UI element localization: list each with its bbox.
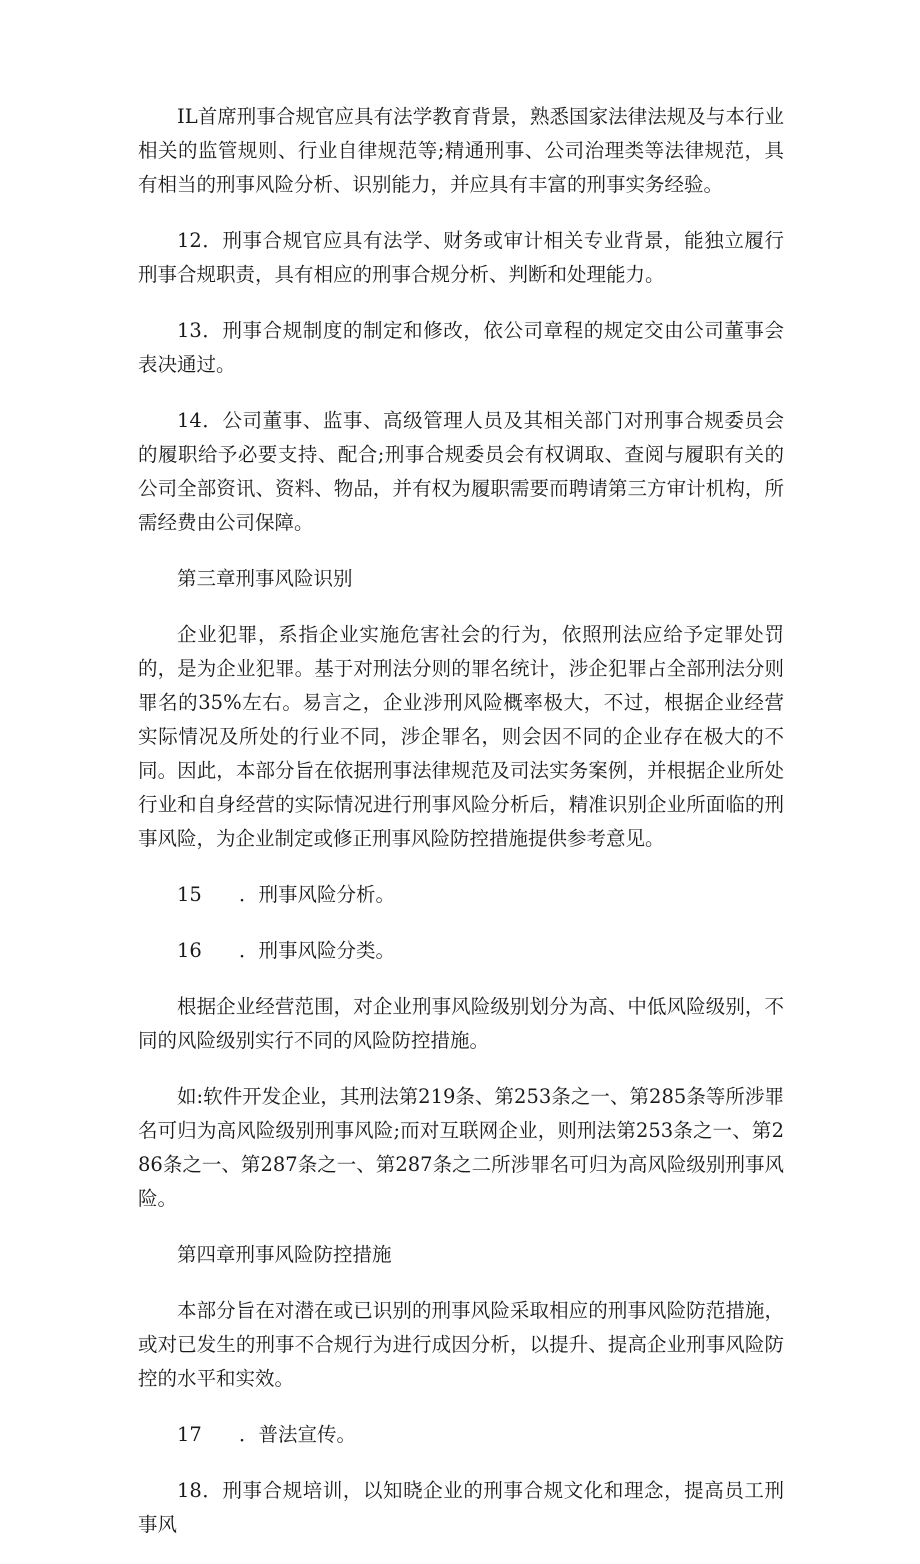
item-15-text: ．刑事风险分析。 (239, 883, 396, 906)
paragraph-11: IL首席刑事合规官应具有法学教育背景，熟悉国家法律法规及与本行业相关的监管规则、行业自律规范等;精通刑事、公司治理类等法律规范，具有相当的刑事风险分析、识别能力，并应具有丰富的刑事实务经验。 (138, 105, 784, 196)
item-17-text: ．普法宣传。 (239, 1423, 357, 1446)
item-15-number: 15 (177, 883, 202, 906)
paragraph-18: 18．刑事合规培训，以知晓企业的刑事合规文化和理念，提高员工刑事风 (138, 1479, 784, 1536)
paragraph-enterprise-crime: 企业犯罪，系指企业实施危害社会的行为，依照刑法应给予定罪处罚的，是为企业犯罪。基于对刑法分则的罪名统计，涉企犯罪占全部刑法分则罪名的35%左右。易言之，企业涉刑风险概率极大，不过，根据企业经营实际情况及所处的行业不同，涉企罪名，则会因不同的企业存在极大的不同。因此，本部分旨在依据刑事法律规范及司法实务案例，并根据企业所处行业和自身经营的实际情况进行刑事风险分析后，精准识别企业所面临的刑事风险，为企业制定或修正刑事风险防控措施提供参考意见。 (138, 623, 784, 850)
item-17 (138, 1418, 784, 1452)
paragraph-13: 13．刑事合规制度的制定和修改，依公司章程的规定交由公司董事会表决通过。 (138, 319, 784, 376)
paragraph-example: 如:软件开发企业，其刑法第219条、第253条之一、第285条等所涉罪名可归为高风险级别刑事风险;而对互联网企业，则刑法第253条之一、第286条之一、第287条之一、第287条之二所涉罪名可归为高风险级别刑事风险。 (138, 1085, 784, 1210)
item-16-text: ．刑事风险分类。 (239, 939, 396, 962)
paragraph-risk-grade: 根据企业经营范围，对企业刑事风险级别划分为高、中低风险级别，不同的风险级别实行不同的风险防控措施。 (138, 995, 784, 1052)
item-15 (138, 878, 784, 912)
paragraph-measures: 本部分旨在对潜在或已识别的刑事风险采取相应的刑事风险防范措施，或对已发生的刑事不合规行为进行成因分析，以提升、提高企业刑事风险防控的水平和实效。 (138, 1299, 784, 1390)
item-17-number: 17 (177, 1423, 202, 1446)
item-16 (138, 934, 784, 968)
chapter-3-heading: 第三章刑事风险识别 (177, 567, 353, 590)
paragraph-14: 14．公司董事、监事、高级管理人员及其相关部门对刑事合规委员会的履职给予必要支持、配合;刑事合规委员会有权调取、查阅与履职有关的公司全部资讯、资料、物品，并有权为履职需要而聘请第三方审计机构，所需经费由公司保障。 (138, 409, 784, 534)
item-16-number: 16 (177, 939, 202, 962)
document-page (138, 100, 784, 1564)
chapter-4-heading: 第四章刑事风险防控措施 (177, 1243, 392, 1266)
paragraph-12: 12．刑事合规官应具有法学、财务或审计相关专业背景，能独立履行刑事合规职责，具有相应的刑事合规分析、判断和处理能力。 (138, 229, 784, 286)
